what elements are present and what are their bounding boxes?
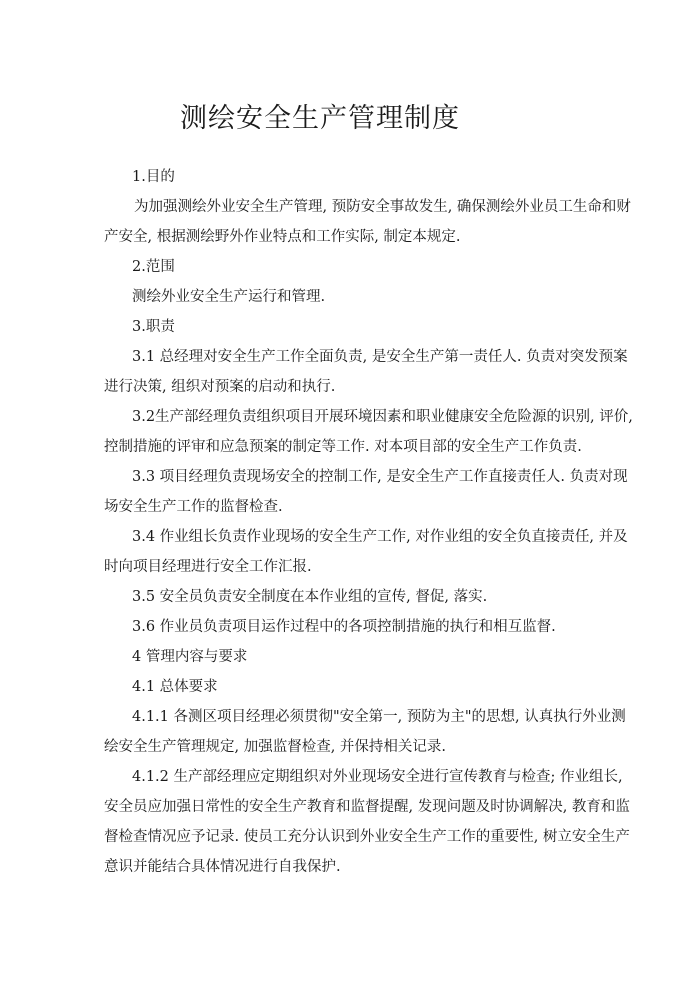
paragraph-line: 3.3 项目经理负责现场安全的控制工作, 是安全生产工作直接责任人. 负责对现 xyxy=(132,469,628,485)
paragraph-line: 时向项目经理进行安全工作汇报. xyxy=(104,559,312,575)
section-heading: 1.目的 xyxy=(132,169,175,185)
section-heading: 3.职责 xyxy=(132,319,175,335)
paragraph-line: 4.1.2 生产部经理应定期组织对外业现场安全进行宣传教育与检查; 作业组长, xyxy=(132,769,623,785)
paragraph-line: 产安全, 根据测绘野外作业特点和工作实际, 制定本规定. xyxy=(104,229,461,245)
section-heading: 4 管理内容与要求 xyxy=(132,649,248,665)
paragraph-line: 测绘外业安全生产运行和管理. xyxy=(132,289,326,305)
paragraph-line: 3.4 作业组长负责作业现场的安全生产工作, 对作业组的安全负直接责任, 并及 xyxy=(132,529,628,545)
paragraph-line: 进行决策, 组织对预案的启动和执行. xyxy=(104,379,336,395)
paragraph-line: 安全员应加强日常性的安全生产教育和监督提醒, 发现问题及时协调解决, 教育和监 xyxy=(104,799,630,815)
paragraph-line: 3.6 作业员负责项目运作过程中的各项控制措施的执行和相互监督. xyxy=(132,619,556,635)
paragraph-line: 3.1 总经理对安全生产工作全面负责, 是安全生产第一责任人. 负责对突发预案 xyxy=(132,349,628,365)
paragraph-line: 3.2生产部经理负责组织项目开展环境因素和职业健康安全危险源的识别, 评价, xyxy=(132,409,633,425)
paragraph-line: 4.1.1 各测区项目经理必须贯彻"安全第一, 预防为主"的思想, 认真执行外业测 xyxy=(132,709,626,725)
paragraph-line: 场安全生产工作的监督检查. xyxy=(104,499,283,515)
paragraph-line: 为加强测绘外业安全生产管理, 预防安全事故发生, 确保测绘外业员工生命和财 xyxy=(134,199,631,215)
paragraph-line: 意识并能结合具体情况进行自我保护. xyxy=(104,859,341,875)
section-heading: 2.范围 xyxy=(132,259,175,275)
paragraph-line: 督检查情况应予记录. 使员工充分认识到外业安全生产工作的重要性, 树立安全生产 xyxy=(104,829,630,845)
document-body xyxy=(104,162,633,882)
paragraph-line: 控制措施的评审和应急预案的制定等工作. 对本项目部的安全生产工作负责. xyxy=(104,439,582,455)
paragraph-line: 3.5 安全员负责安全制度在本作业组的宣传, 督促, 落实. xyxy=(132,589,488,605)
section-heading: 4.1 总体要求 xyxy=(132,679,218,695)
paragraph-line: 绘安全生产管理规定, 加强监督检查, 并保持相关记录. xyxy=(104,739,447,755)
document-title: 测绘安全生产管理制度 xyxy=(180,103,460,134)
